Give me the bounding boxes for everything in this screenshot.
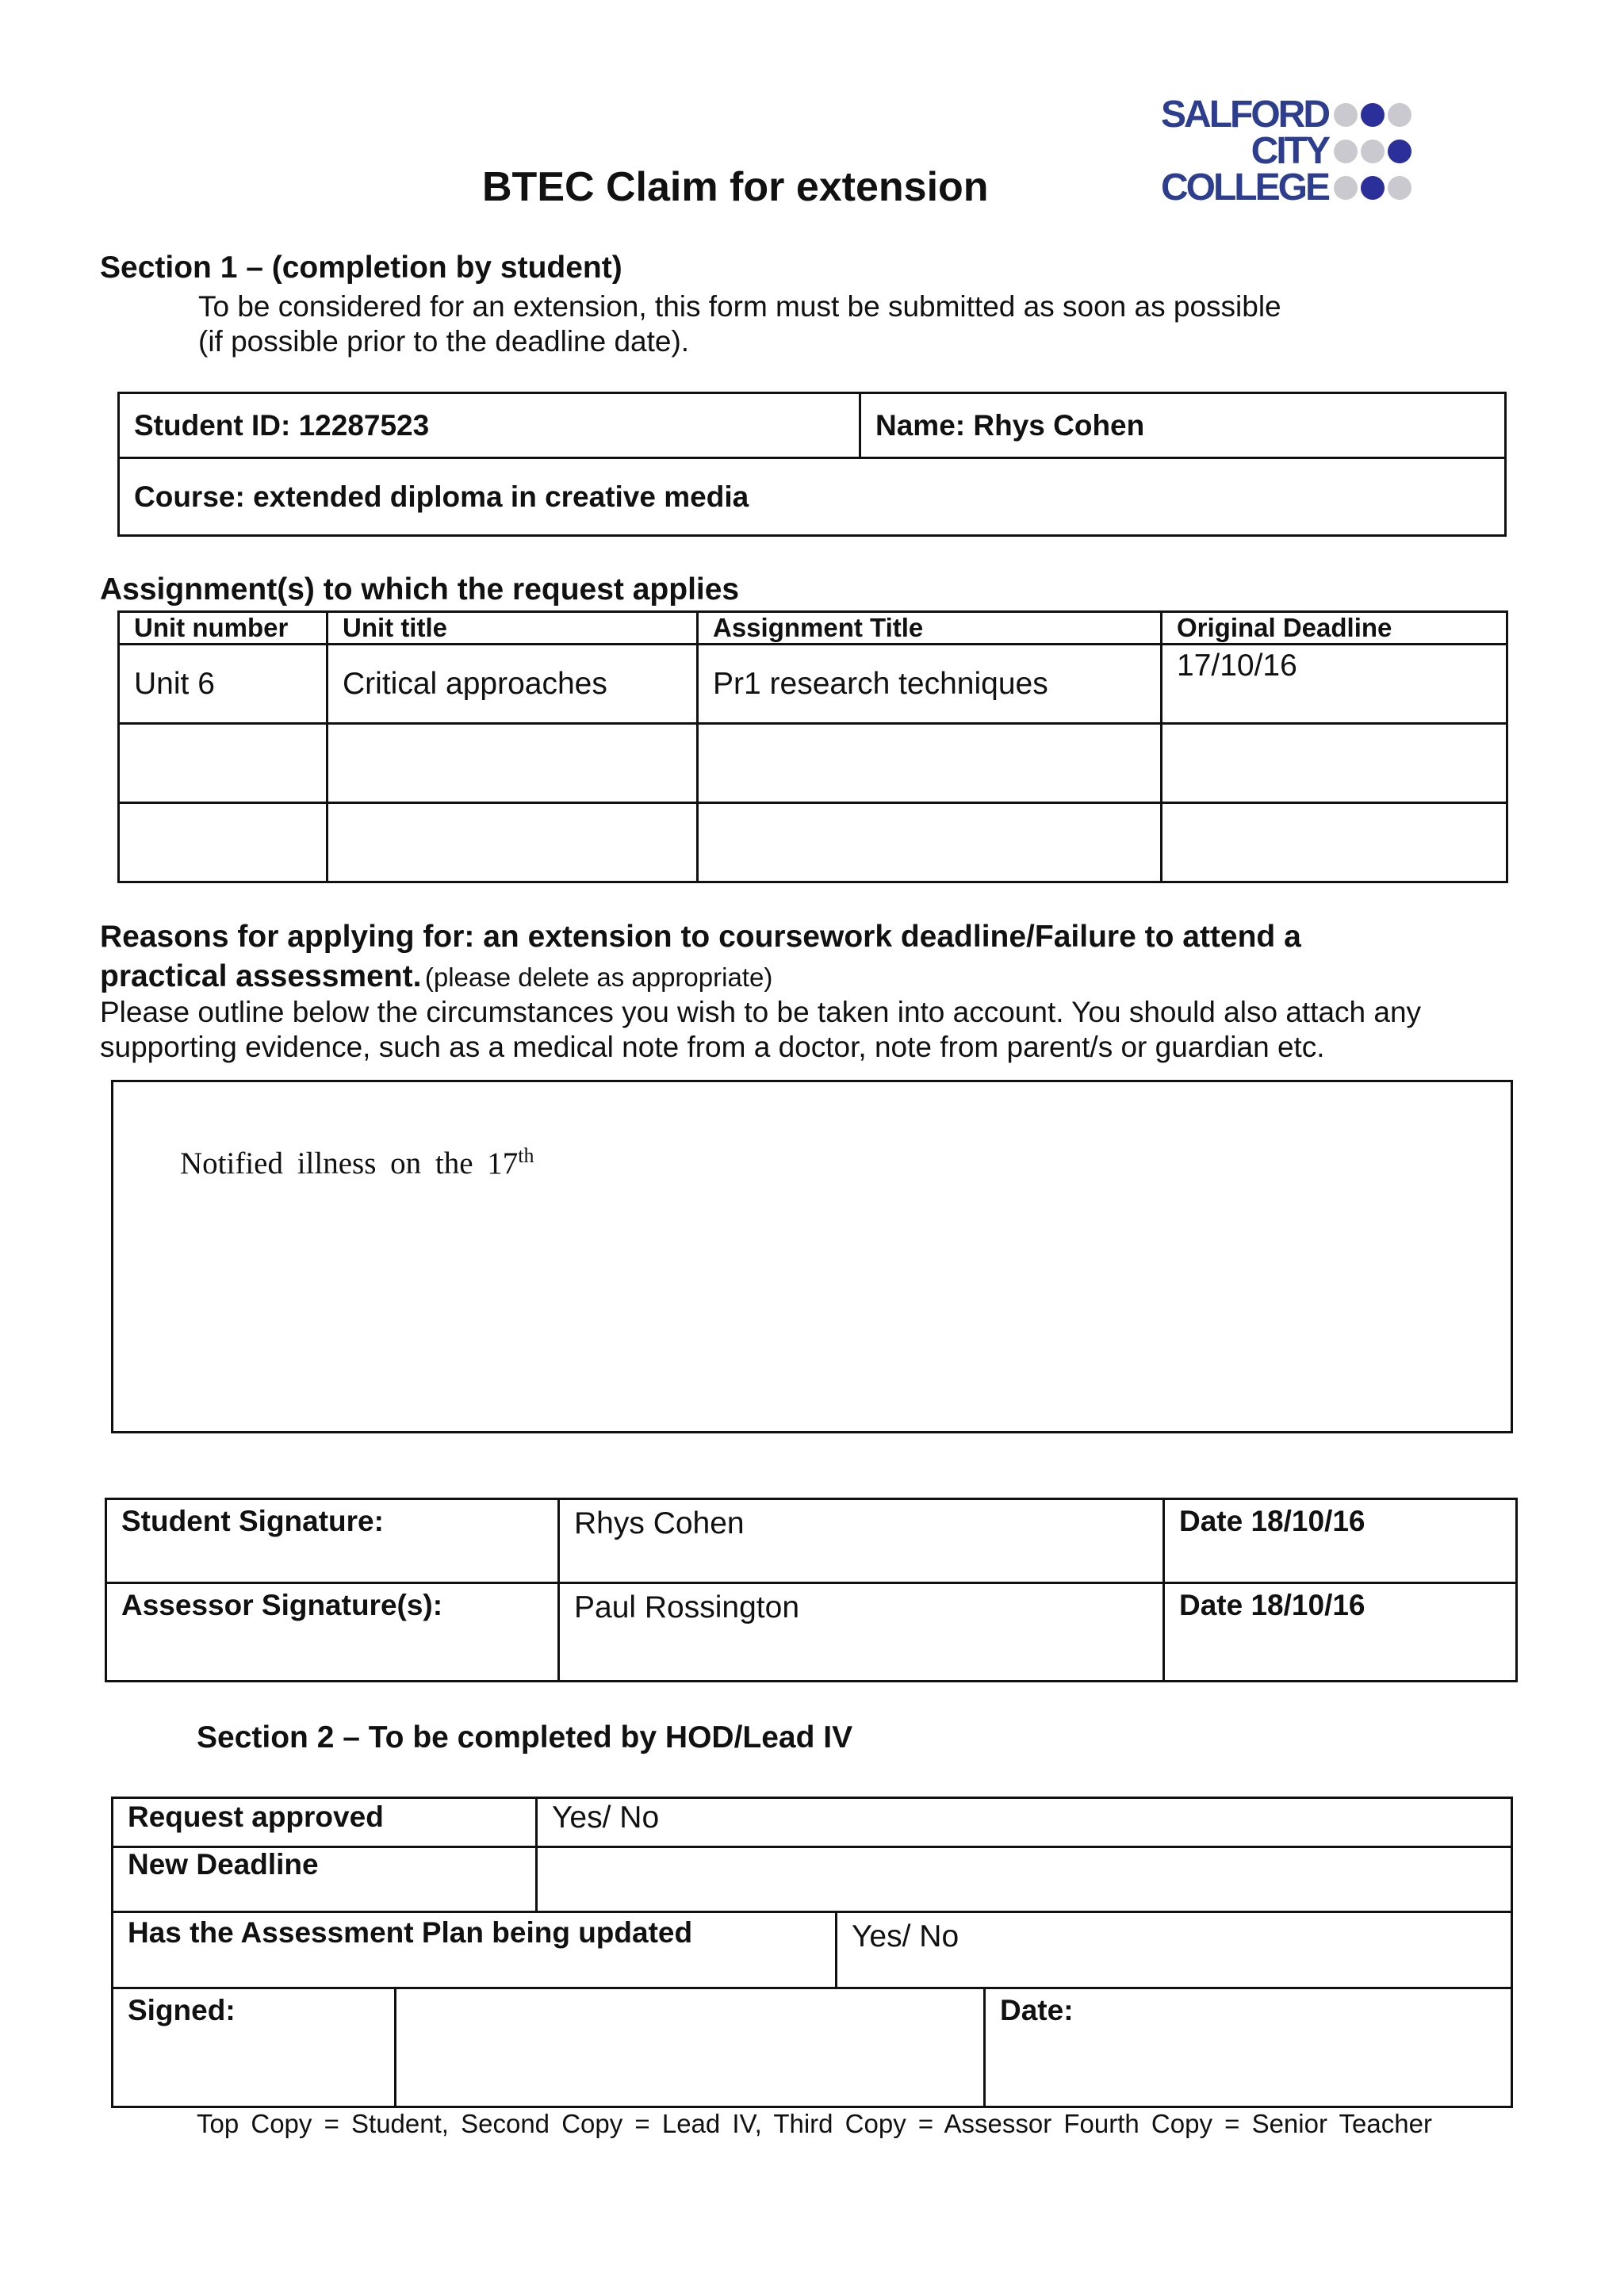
approval-table-signed <box>111 1987 1513 2108</box>
student-id: Student ID: 12287523 <box>134 408 430 442</box>
signed-label: Signed: <box>128 1994 236 2026</box>
unit-number-cell[interactable]: Unit 6 <box>119 645 327 724</box>
assignment-title-cell[interactable] <box>698 724 1162 803</box>
logo-dot <box>1361 140 1385 163</box>
course: Course: extended diploma in creative media <box>134 480 749 513</box>
student-name: Name: Rhys Cohen <box>875 408 1145 442</box>
student-date-field[interactable] <box>1164 1499 1517 1583</box>
reasons-heading-line2-text: practical assessment. <box>100 959 422 993</box>
assignments-heading: Assignment(s) to which the request applies <box>100 572 740 607</box>
logo-dot <box>1388 103 1411 127</box>
approval-date-label: Date: <box>1000 1994 1074 2026</box>
deadline-cell[interactable] <box>1162 724 1507 803</box>
student-signature-label: Student Signature: <box>121 1505 384 1537</box>
college-logo <box>1158 94 1427 209</box>
reasons-heading-line1: Reasons for applying for: an extension to coursework deadline/Failure to attend a <box>100 920 1301 954</box>
new-deadline-label-cell <box>113 1847 537 1912</box>
logo-dot <box>1361 103 1385 127</box>
student-details-table <box>117 392 1507 537</box>
approval-table-top <box>111 1797 1513 1913</box>
unit-number-cell[interactable] <box>119 803 327 882</box>
section1-heading: Section 1 – (completion by student) <box>100 251 622 285</box>
plan-updated-value: Yes/ No <box>852 1919 959 1954</box>
section1-intro-line2: (if possible prior to the deadline date). <box>198 325 690 358</box>
unit-title-cell[interactable] <box>327 724 698 803</box>
student-signature-label-cell <box>106 1499 559 1583</box>
student-signature-field[interactable] <box>559 1499 1164 1583</box>
logo-dot <box>1388 140 1411 163</box>
reasons-heading-note: (please delete as appropriate) <box>424 962 773 992</box>
logo-dot <box>1361 176 1385 200</box>
signatures-table <box>105 1498 1518 1682</box>
request-approved-label: Request approved <box>128 1800 384 1833</box>
logo-line-3: COLLEGE <box>1160 166 1328 209</box>
signed-field[interactable] <box>396 1988 985 2107</box>
unit-title-cell[interactable] <box>327 803 698 882</box>
request-approved-value: Yes/ No <box>552 1800 660 1835</box>
logo-dot <box>1388 176 1411 200</box>
assessor-date-field[interactable] <box>1164 1583 1517 1682</box>
assignments-table <box>117 610 1508 883</box>
approval-date-field[interactable] <box>985 1988 1512 2107</box>
student-id-cell[interactable] <box>119 393 860 458</box>
signed-label-cell <box>113 1988 396 2107</box>
logo-line-2: CITY <box>1251 130 1328 172</box>
assignment-title-cell[interactable] <box>698 803 1162 882</box>
reasons-instructions-line1: Please outline below the circumstances you wish to be taken into account. You should also attach any <box>100 996 1422 1028</box>
section2-heading: Section 2 – To be completed by HOD/Lead IV <box>197 1720 853 1755</box>
copies-footer: Top Copy = Student, Second Copy = Lead IV, Third Copy = Assessor Fourth Copy = Senior Teacher <box>197 2109 1432 2138</box>
assessor-signature-label: Assessor Signature(s): <box>121 1589 443 1621</box>
logo-dot <box>1334 140 1358 163</box>
reasons-answer <box>180 1144 534 1181</box>
form-title: BTEC Claim for extension <box>482 164 989 210</box>
deadline-cell[interactable]: 17/10/16 <box>1162 645 1507 724</box>
reasons-text-area[interactable] <box>111 1080 1513 1433</box>
student-signature-date: Date 18/10/16 <box>1179 1505 1365 1537</box>
table-row <box>119 803 1507 882</box>
assessor-signature-value: Paul Rossington <box>574 1590 800 1624</box>
reasons-answer-text: Notified illness on the 17 <box>180 1146 519 1181</box>
reasons-heading-line2 <box>100 959 772 994</box>
reasons-instructions-line2: supporting evidence, such as a medical note from a doctor, note from parent/s or guardian etc. <box>100 1031 1325 1063</box>
request-approved-field[interactable] <box>537 1798 1512 1847</box>
col-header: Original Deadline <box>1162 612 1507 645</box>
student-signature-value: Rhys Cohen <box>574 1506 745 1540</box>
logo-dot <box>1334 103 1358 127</box>
assignment-title-cell[interactable]: Pr1 research techniques <box>698 645 1162 724</box>
plan-updated-label: Has the Assessment Plan being updated <box>128 1916 693 1949</box>
student-name-cell[interactable] <box>860 393 1506 458</box>
course-cell[interactable] <box>119 458 1506 536</box>
reasons-answer-sup: th <box>518 1144 534 1167</box>
unit-number-cell[interactable] <box>119 724 327 803</box>
table-row <box>119 724 1507 803</box>
unit-title-cell[interactable]: Critical approaches <box>327 645 698 724</box>
table-row <box>119 645 1507 724</box>
col-header: Unit title <box>327 612 698 645</box>
assessor-signature-field[interactable] <box>559 1583 1164 1682</box>
new-deadline-label: New Deadline <box>128 1848 319 1881</box>
logo-dot <box>1334 176 1358 200</box>
plan-updated-field[interactable] <box>837 1912 1512 1988</box>
logo-line-1: SALFORD <box>1161 94 1328 136</box>
section1-intro-line1: To be considered for an extension, this form must be submitted as soon as possible <box>198 290 1281 323</box>
approval-table-plan <box>111 1911 1513 1989</box>
col-header: Unit number <box>119 612 327 645</box>
request-approved-label-cell <box>113 1798 537 1847</box>
deadline-cell[interactable] <box>1162 803 1507 882</box>
new-deadline-field[interactable] <box>537 1847 1512 1912</box>
assessor-signature-label-cell <box>106 1583 559 1682</box>
col-header: Assignment Title <box>698 612 1162 645</box>
assessor-signature-date: Date 18/10/16 <box>1179 1589 1365 1621</box>
plan-updated-label-cell <box>113 1912 837 1988</box>
